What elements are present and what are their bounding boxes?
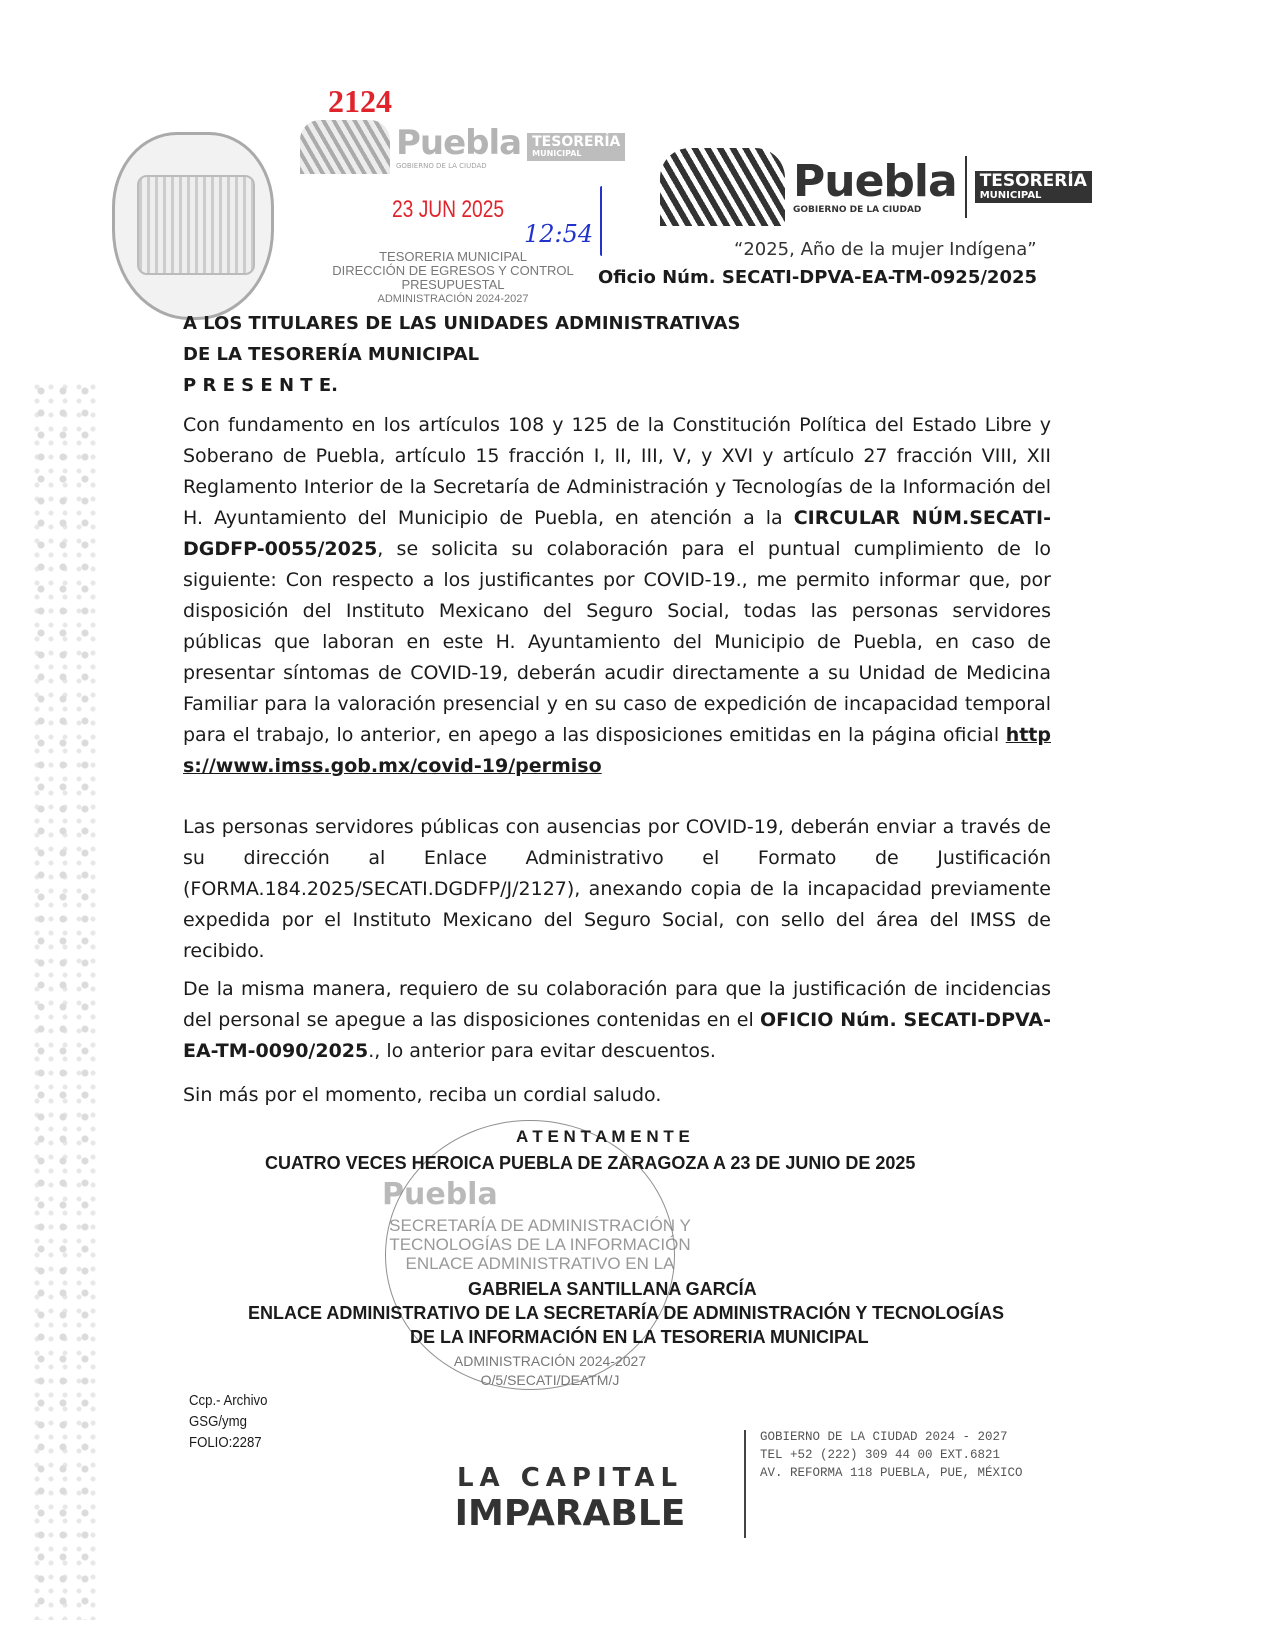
small-logo: Puebla GOBIERNO DE LA CIUDAD TESORERÍA MUNICIPAL <box>300 120 625 174</box>
paragraph-2: Las personas servidores públicas con ausencias por COVID-19, deberán enviar a través de su dirección al Enlace Administrativo el Formato de Justificación (FORMA.184.2025/SECATI.DGDFP/J/2127), anexando copia de la incapacidad previamente expedida por el Instituto Mexicano del Seguro Social, con sello del área del IMSS de recibido. <box>183 816 1051 962</box>
imss-link[interactable]: https://www.imss.gob.mx/covid-19/permiso <box>183 724 1051 777</box>
main-logo: Puebla GOBIERNO DE LA CIUDAD TESORERÍA MUNICIPAL <box>660 148 1092 226</box>
handwritten-initial <box>600 186 604 256</box>
decorative-border <box>30 380 100 1620</box>
paragraph-3: De la misma manera, requiero de su colaboración para que la justificación de incidencias del personal se apegue a las disposiciones contenidas en el OFICIO Núm. SECATI-DPVA-EA-TM-0090/2025., lo anterior para evitar descuentos. <box>183 978 1051 1062</box>
signature-stamp-footer: ADMINISTRACIÓN 2024-2027 O/5/SECATI/DEATM/J <box>453 1353 647 1388</box>
oficio-number: Oficio Núm. SECATI-DPVA-EA-TM-0925/2025 <box>598 267 1038 288</box>
year-motto: “2025, Año de la mujer Indígena” <box>734 239 1037 260</box>
footer-address: GOBIERNO DE LA CIUDAD 2024 - 2027 TEL +52 (222) 309 44 00 EXT.6821 AV. REFORMA 118 PUEBLA, PUE, MÉXICO <box>760 1430 1023 1480</box>
ccp-block: Ccp.- Archivo GSG/ymg FOLIO:2287 <box>189 1392 268 1451</box>
closing: A T E N T A M E N T E <box>516 1127 690 1146</box>
signature-stamp-logo: Puebla <box>382 1177 498 1212</box>
city-seal <box>112 132 274 320</box>
received-stamp-text: TESORERIA MUNICIPAL DIRECCIÓN DE EGRESOS Y CONTROL PRESUPUESTAL ADMINISTRACIÓN 2024-2027 <box>332 249 574 305</box>
place-date: CUATRO VECES HEROICA PUEBLA DE ZARAGOZA A 23 DE JUNIO DE 2025 <box>265 1153 916 1173</box>
signature-stamp-text: SECRETARÍA DE ADMINISTRACIÓN Y TECNOLOGÍAS DE LA INFORMACIÓN ENLACE ADMINISTRATIVO EN LA <box>389 1216 691 1273</box>
footer-divider <box>744 1430 746 1538</box>
footer-slogan: LA CAPITAL IMPARABLE <box>454 1463 686 1534</box>
paragraph-4: Sin más por el momento, reciba un cordial saludo. <box>183 1084 662 1106</box>
signer-name: GABRIELA SANTILLANA GARCÍA <box>468 1279 757 1299</box>
paragraph-1: Con fundamento en los artículos 108 y 125 de la Constitución Política del Estado Libre y Soberano de Puebla, artículo 15 fracción I, II, III, V, y XVI y artículo 27 fracción VIII, XII Reglamento Interior de la Secretaría de Administración y Tecnologías de la Información del H. Ayuntamiento del Municipio de Puebla, en atención a la CIRCULAR NÚM.SECATI-DGDFP-0055/2025, se solicita su colaboración para el puntual cumplimiento de lo siguiente: Con respecto a los justificantes por COVID-19., me permito informar que, por disposición del Instituto Mexicano del Seguro Social, todas las personas servidores públicas que laboran en este H. Ayuntamiento del Municipio de Puebla, en caso de presentar síntomas de COVID-19, deberán acudir directamente a su Unidad de Medicina Familiar para la valoración presencial y en su caso de expedición de incapacidad temporal para el trabajo, lo anterior, en apego a las disposiciones emitidas en la página oficial https://www.imss.gob.mx/covid-19/permiso <box>183 414 1051 777</box>
received-time: 12:54 <box>524 220 594 248</box>
folio-stamp: 2124 <box>328 83 392 119</box>
signer-title-1: ENLACE ADMINISTRATIVO DE LA SECRETARÍA DE ADMINISTRACIÓN Y TECNOLOGÍAS <box>248 1303 1005 1323</box>
received-date: 23 JUN 2025 <box>392 196 505 223</box>
signer-title-2: DE LA INFORMACIÓN EN LA TESORERIA MUNICIPAL <box>410 1327 869 1347</box>
addressee: A LOS TITULARES DE LAS UNIDADES ADMINISTRATIVAS DE LA TESORERÍA MUNICIPAL P R E S E N T E. <box>183 313 741 396</box>
